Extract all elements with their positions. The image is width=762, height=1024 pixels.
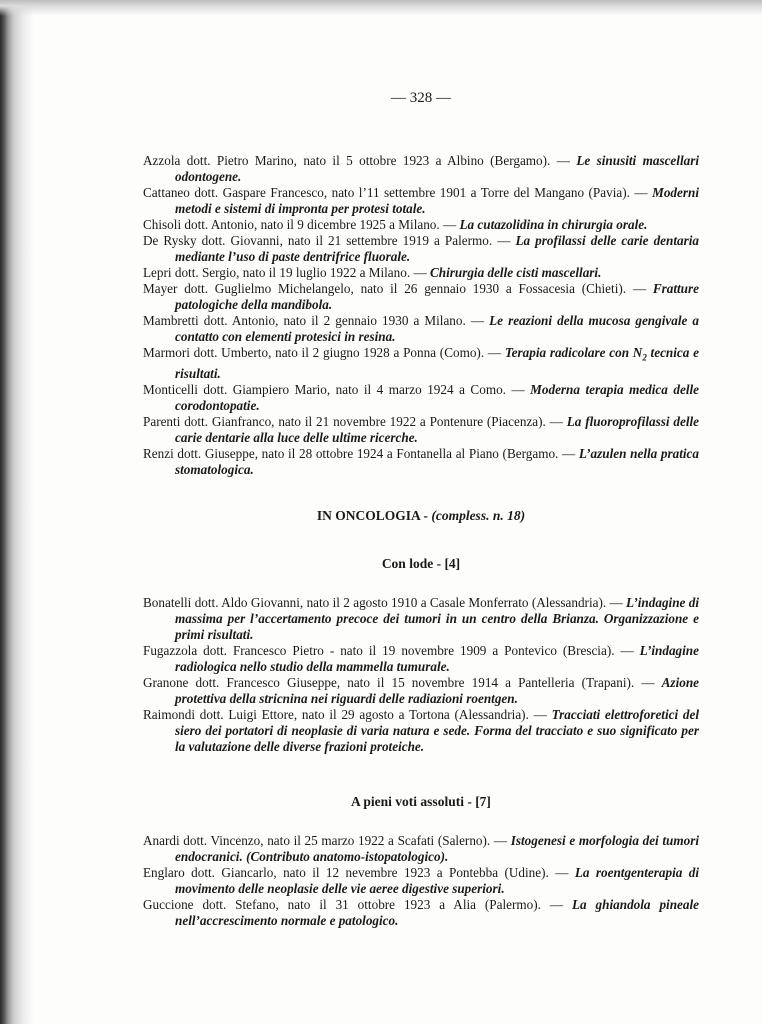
list-item: [143, 675, 699, 707]
list-item: [143, 865, 699, 897]
entry-title: Le reazioni della mucosa gengivale a contatto con elementi protesici in resina.: [175, 313, 700, 344]
list-item: [143, 414, 699, 446]
heading-count: (compless. n. 18): [431, 508, 526, 523]
list-item: [143, 643, 699, 675]
list-item: [143, 233, 699, 265]
list-item: [143, 833, 699, 865]
list-item: [143, 217, 699, 233]
entry-title: La ghiandola pineale nell’accrescimento normale e patologico.: [175, 897, 699, 928]
section-heading-oncology: [143, 508, 699, 524]
list-item: [143, 265, 699, 281]
subheading-pieni-voti: A pieni voti assoluti - [7]: [351, 794, 491, 809]
entry-title: Moderna terapia medica delle corodontopatie.: [175, 381, 700, 413]
scan-top-edge: [0, 0, 762, 16]
entry-title: Fratture patologiche della mandibola.: [175, 281, 699, 312]
subheading-con-lode: Con lode - [4]: [381, 556, 461, 571]
entry-author: Bonatelli dott. Aldo Giovanni, nato il 2 agosto 1910 a Casale Monferrato (Alessandria). —: [143, 595, 623, 610]
entry-title: La roentgenterapia di movimento delle neoplasie delle vie aeree digestive superiori.: [175, 865, 699, 896]
entry-author: Cattaneo dott. Gaspare Francesco, nato l’11 settembre 1901 a Torre del Mangano (Pavia). —: [143, 185, 648, 200]
entry-title: Le sinusiti mascellari odontogene.: [175, 153, 699, 184]
entry-title-text: Terapia radicolare con N: [504, 345, 643, 360]
entries-list-con-lode: [143, 595, 699, 755]
list-item: [143, 185, 699, 217]
entry-author: Fugazzola dott. Francesco Pietro - nato il 19 novembre 1909 a Pontevico (Brescia). —: [143, 643, 634, 658]
entry-title-subscript: 2: [642, 352, 647, 363]
list-item: [143, 897, 699, 929]
entry-title: L’indagine di massima per l’accertamento precoce dei tumori in un centro della Brianza. Organizzazione e primi risultati.: [175, 595, 699, 642]
entry-title: Azione protettiva della stricnina nei riguardi delle radiazioni roentgen.: [175, 675, 700, 706]
entry-author: Chisoli dott. Antonio, nato il 9 dicembre 1925 a Milano. —: [143, 217, 457, 232]
list-item: [143, 153, 699, 185]
entry-author: Lepri dott. Sergio, nato il 19 luglio 1922 a Milano. —: [143, 265, 427, 280]
entry-author: Raimondi dott. Luigi Ettore, nato il 29 agosto a Tortona (Alessandria). —: [143, 707, 547, 722]
entries-list-dentistry: [143, 153, 699, 478]
scan-binding-shadow: [0, 0, 34, 1024]
entry-author: Anardi dott. Vincenzo, nato il 25 marzo 1922 a Scafati (Salerno). —: [143, 833, 508, 848]
heading-label: IN ONCOLOGIA: [316, 508, 421, 523]
list-item: [143, 281, 699, 313]
entry-title: Istogenesi e morfologia dei tumori endocranici. (Contributo anatomo-istopatologico).: [175, 833, 700, 864]
entry-author: Mambretti dott. Antonio, nato il 2 gennaio 1930 a Milano. —: [143, 313, 485, 328]
list-item: [143, 446, 699, 478]
entry-title: Chirurgia delle cisti mascellari.: [429, 265, 602, 280]
entry-title: Moderni metodi e sistemi di impronta per protesi totale.: [175, 185, 700, 216]
entry-title: La fluoroprofilassi delle carie dentarie alla luce delle ultime ricerche.: [175, 413, 699, 445]
list-item: [143, 345, 699, 382]
page-number: — 328 —: [391, 90, 451, 106]
heading-separator: -: [420, 508, 432, 523]
entry-title-text: tecnica e risultati.: [175, 345, 699, 381]
list-item: [143, 595, 699, 643]
entry-author: Granone dott. Francesco Giuseppe, nato il 15 novembre 1914 a Pantelleria (Trapani). —: [143, 675, 655, 690]
list-item: [143, 313, 699, 345]
list-item: [143, 382, 699, 414]
list-item: [143, 707, 699, 755]
entry-author: Monticelli dott. Giampiero Mario, nato il 4 marzo 1924 a Como. —: [143, 381, 525, 397]
entry-author: Parenti dott. Gianfranco, nato il 21 novembre 1922 a Pontenure (Piacenza). —: [143, 413, 563, 429]
entry-title: L’indagine radiologica nello studio della mammella tumurale.: [175, 643, 699, 674]
entry-title: La profilassi delle carie dentaria mediante l’uso di paste dentrifrice fluorale.: [175, 233, 699, 264]
entry-author: Renzi dott. Giuseppe, nato il 28 ottobre 1924 a Fontanella al Piano (Bergamo. —: [143, 445, 576, 461]
entry-author: Marmori dott. Umberto, nato il 2 giugno 1928 a Ponna (Como). —: [143, 345, 502, 360]
entry-title: La cutazolidina in chirurgia orale.: [459, 217, 648, 232]
entry-author: De Rysky dott. Giovanni, nato il 21 settembre 1919 a Palermo. —: [143, 233, 511, 248]
entry-title: L’azulen nella pratica stomatologica.: [175, 445, 699, 477]
entry-title: Tracciati elettroforetici del siero dei portatori di neoplasie di varia natura e sede. Forma del tracciato e suo significato per la valutazione delle diverse frazioni proteiche.: [175, 707, 700, 754]
entry-author: Guccione dott. Stefano, nato il 31 ottobre 1923 a Alia (Palermo). —: [143, 897, 564, 912]
entry-author: Mayer dott. Guglielmo Michelangelo, nato il 26 gennaio 1930 a Fossacesia (Chieti). —: [143, 281, 647, 296]
entry-author: Englaro dott. Giancarlo, nato il 12 nevembre 1923 a Pontebba (Udine). —: [143, 865, 569, 880]
entries-list-pieni-voti: [143, 833, 699, 929]
entry-author: Azzola dott. Pietro Marino, nato il 5 ottobre 1923 a Albino (Bergamo). —: [143, 153, 570, 168]
